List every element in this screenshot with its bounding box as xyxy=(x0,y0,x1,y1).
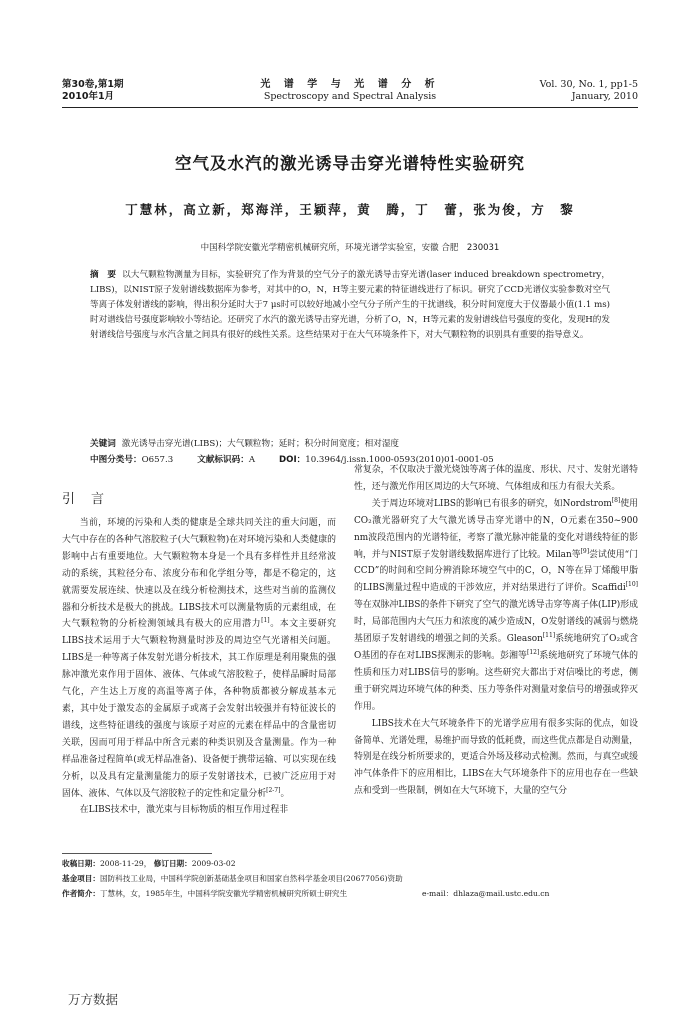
paragraph-text: 尝试使用“门CCD”的时间和空间分辨消除环境空气中的C，O，N等在异丁烯酸甲脂的LIBS测量过程中造成的干涉效应，并对结果进行了评价。Scaffidi xyxy=(354,549,638,594)
paragraph-text: 系统地研究了O₂或含O基团的存在对LIBS探测汞的影响。彭湘等 xyxy=(354,634,638,661)
revised-date: 2009-03-02 xyxy=(191,859,236,868)
keywords-label: 关键词 xyxy=(90,439,116,449)
citation: [12] xyxy=(527,649,540,656)
paragraph-text: 系统地研究了环境气体的性质和压力对LIBS信号的影响。这些研究大都出于对信噪比的考虑，侧重于研究周边环境气体的种类、压力等条件对测量对象信号的增强或猝灭作用。 xyxy=(354,650,639,712)
citation: [8] xyxy=(611,496,621,504)
footnote-fund xyxy=(62,873,638,884)
clc-value: O657.3 xyxy=(141,455,174,465)
paper-title: 空气及水汽的激光诱导击穿光谱特性实验研究 xyxy=(175,154,525,173)
email-address: dhlaza@mail.ustc.edu.cn xyxy=(453,889,550,898)
paragraph: 常复杂，不仅取决于激光烧蚀等离子体的温度、形状、尺寸、发射光谱特性，还与激光作用区周边的大气环境、气体组成和压力有很大关系。 xyxy=(354,465,638,492)
watermark-wanfang: 万方数据 xyxy=(68,992,119,1007)
volume-en: Vol. 30, No. 1, pp1-5 xyxy=(539,79,638,90)
clc-label: 中图分类号： xyxy=(90,455,142,465)
revised-label: 修订日期： xyxy=(153,859,192,868)
paragraph xyxy=(354,496,638,716)
citation: [11] xyxy=(542,632,556,640)
email[interactable] xyxy=(422,888,549,899)
affiliation: 中国科学院安徽光学精密机械研究所，环境光谱学实验室，安徽 合肥 230031 xyxy=(200,243,500,253)
keywords-text: 激光诱导击穿光谱(LIBS)；大气颗粒物；延时；积分时间宽度；相对湿度 xyxy=(121,439,400,449)
header-divider xyxy=(62,107,638,108)
doc-code-label: 文献标识码： xyxy=(197,455,249,465)
abstract-label: 摘 要 xyxy=(90,270,117,280)
paragraph: LIBS技术在大气环境条件下的光谱学应用有很多实际的优点，如设备简单、光谱处理，易维护而导致的低耗费，而这些优点都是自动测量，特别是在线分析所要求的，更适合外场及移动式检测。然而，与真空或缓冲气体条件下的应用相比，LIBS在大气环境条件下的应用也存在一些缺点和受到一些限制，例如在大气环境下，大量的空气分 xyxy=(354,718,638,797)
doi-value: 10.3964/j.issn.1000-0593(2010)01-0001-05 xyxy=(305,455,494,465)
keywords xyxy=(90,437,610,451)
paragraph-text: 。本文主要研究LIBS技术运用于大气颗粒物测量时涉及的周边空气光谱相关问题。LIBS是一种等离子体发射光谱分析技术，其工作原理是利用聚焦的强脉冲激光束作用于固体、液体、气体或气溶胶粒子，使样品瞬时局部气化，产生达上万度的高温等离子体，各种物质都被分解成基本元素，其中处于激发态的金属原子或离子会发射出较强并有特征波长的谱线，这些特征谱线的强度与该原子对应的元素在样品中的含量密切关联，因而可用于样品中所含元素的种类识别及含量测量。作为一种样品准备过程简单(或无样品准备)、设备便于携带运输、可以实现在线分析，以及具有定量测量能力的原子发射谱技术，已被广泛应用于对固体、液体、气体以及气溶胶粒子的定性和定量分析 xyxy=(62,619,336,799)
footnote-dates xyxy=(62,858,638,869)
journal-name xyxy=(200,79,500,103)
bio-label: 作者简介： xyxy=(62,889,100,898)
citation: [2-7] xyxy=(266,786,281,794)
journal-volume-info xyxy=(62,79,123,103)
paragraph-text: 关于周边环境对LIBS的影响已有很多的研究，如Nordstrom xyxy=(371,498,612,509)
doi-label: DOI： xyxy=(279,455,306,465)
abstract xyxy=(90,268,610,343)
journal-volume-info-en xyxy=(540,79,638,103)
citation: [1] xyxy=(261,617,270,625)
doc-code-value: A xyxy=(248,455,256,465)
email-label: e-mail： xyxy=(422,889,454,898)
citation: [10] xyxy=(625,581,638,589)
citation: [9] xyxy=(580,547,590,555)
paragraph xyxy=(62,515,336,802)
journal-name-cn: 光 谱 学 与 光 谱 分 析 xyxy=(260,79,440,90)
abstract-text: 以大气颗粒物测量为目标，实验研究了作为背景的空气分子的激光诱导击穿光谱(laser induced breakdown spectrometry，LIBS)，以NIST原子发射谱线数据库为参考，对其中的O，N，H等主要元素的特征谱线进行了标识。研究了CCD光谱仪实验参数对空气等离子体发射谱线的影响，得出积分延时大于7 μs时可以较好地减小空气分子所产生的干扰谱线，积分时间宽度大于仪器最小值(1.1 ms)时对谱线信号强度影响较小等结论。还研究了水汽的激光诱导击穿光谱，分析了O，N，H等元素的发射谱线信号强度的变化，发现H的发射谱线信号强度与水汽含量之间具有很好的线性关系。这些结果对于在大气环境条件下，对大气颗粒物的识别具有重要的指导意义。 xyxy=(90,270,610,340)
received-date: 2008-11-29， xyxy=(99,859,152,868)
journal-name-en: Spectroscopy and Spectral Analysis xyxy=(263,91,437,102)
bio-text: 丁慧林，女，1985年生，中国科学院安徽光学精密机械研究所硕士研究生 xyxy=(99,889,348,898)
body-column-left xyxy=(62,515,336,819)
body-column-right xyxy=(354,462,638,800)
fund-label: 基金项目： xyxy=(62,874,100,883)
paragraph-text: 使用CO₂激光器研究了大气激光诱导击穿光谱中的N，O元素在350~900 nm波段范围内的光谱特征，考察了激光脉冲能量的变化对谱线特征的影响，并与NIST原子发射谱线数据库进行了比较。Milan等 xyxy=(354,498,638,560)
volume-cn: 第30卷,第1期 xyxy=(62,79,124,90)
paragraph-text: 。 xyxy=(280,788,290,799)
author-list: 丁慧林，高立新，郑海洋，王颖萍，黄 腾，丁 蕾，张为俊，方 黎 xyxy=(125,202,575,217)
footnote-author-bio xyxy=(62,888,638,899)
section-heading-introduction: 引言 xyxy=(62,492,121,507)
paragraph-text: 当前，环境的污染和人类的健康是全球共同关注的重大问题，而大气中存在的各种气溶胶粒子(大气颗粒物)在对环境污染和人类健康的影响中占有重要地位。大气颗粒物本身是一个具有多样性并且经常波动的系统，其粒径分布、浓度分布和化学组分等，都是不稳定的，这就需要发展连续、快速以及在线分析检测技术，这些对当前的监测仪器和分析技术是极大的挑战。LIBS技术可以测量物质的元素组成，在大气颗粒物的分析检测领域具有极大的应用潜力 xyxy=(62,518,336,630)
date-en: January, 2010 xyxy=(571,91,638,102)
paragraph: 在LIBS技术中，激光束与目标物质的相互作用过程非 xyxy=(79,805,289,816)
fund-text: 国防科技工业局，中国科学院创新基础基金项目和国家自然科学基金项目(20677056)资助 xyxy=(99,874,403,883)
footnote-divider xyxy=(62,853,212,854)
received-label: 收稿日期： xyxy=(62,859,100,868)
paragraph-text: 等在双脉冲LIBS的条件下研究了空气的激光诱导击穿等离子体(LIP)形成时，局部范围内大气压力和浓度的减少造成N，O发射谱线的减弱与燃烧基团原子发射谱线的增强之间的关系。Gleason xyxy=(354,600,638,645)
date-cn: 2010年1月 xyxy=(62,91,115,102)
